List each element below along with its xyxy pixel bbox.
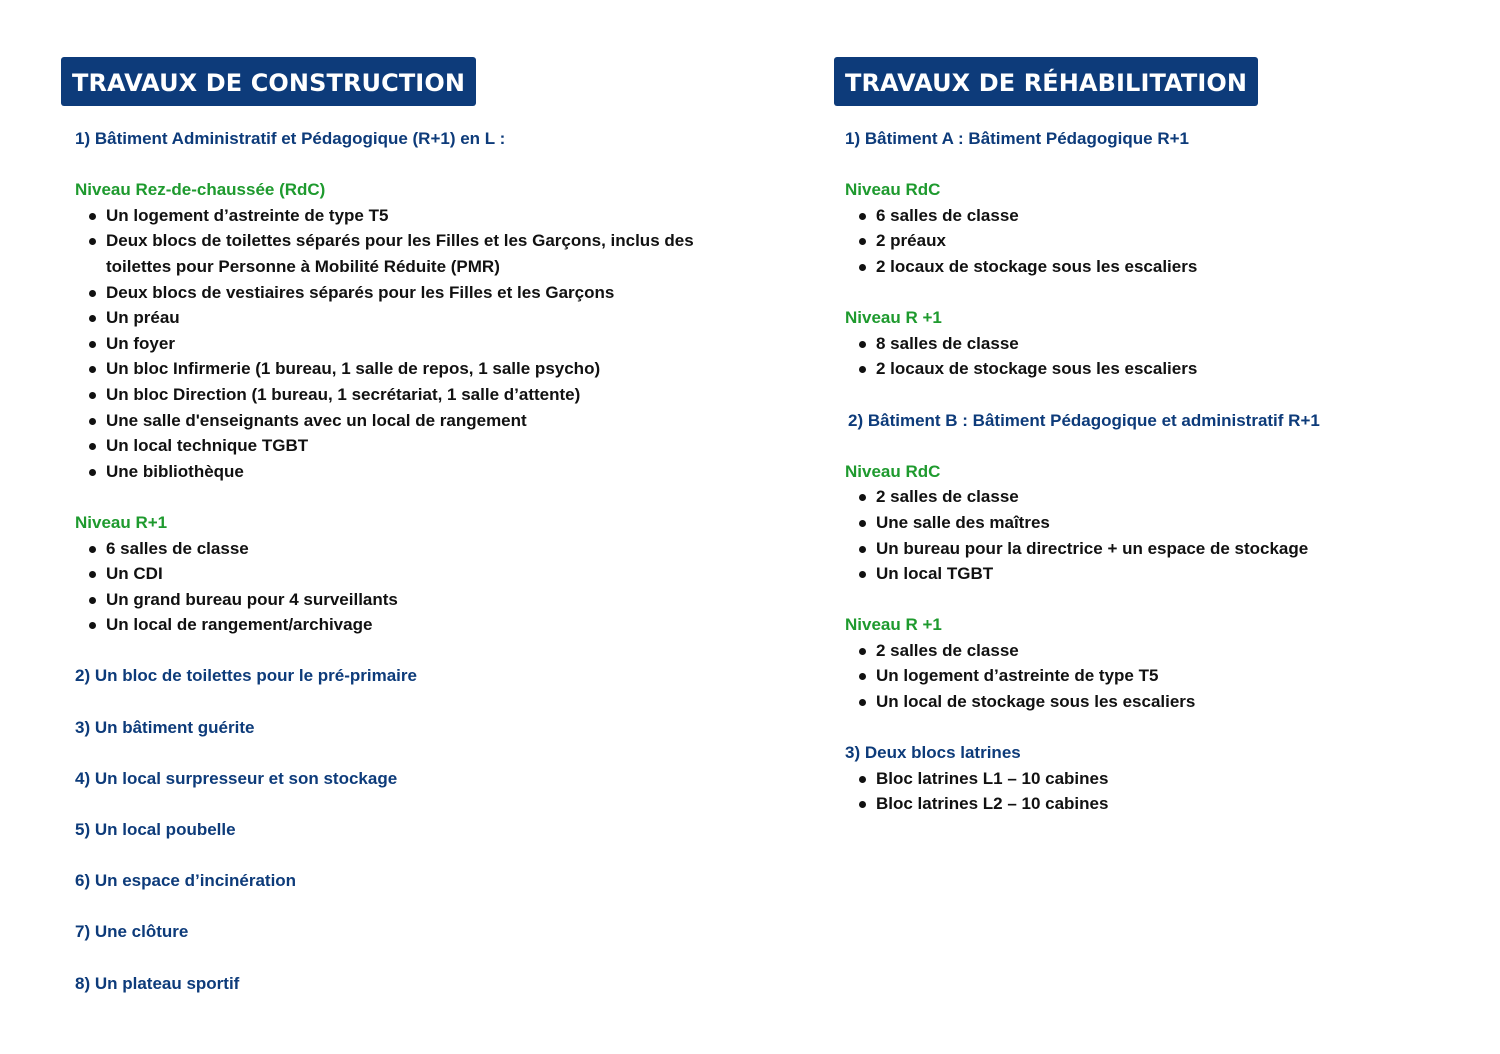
- section-batiment-a: [845, 126, 1474, 152]
- batiment-a-r1-block: [845, 305, 1474, 382]
- level-r1-list: [75, 536, 761, 638]
- list-item: 2 préaux: [845, 228, 1474, 254]
- section-heading: 1) Bâtiment Administratif et Pédagogique (R+1) en L :: [75, 129, 506, 148]
- list-item: 2 salles de classe: [845, 484, 1474, 510]
- latrines-list: [845, 766, 1474, 817]
- list-item: Deux blocs de vestiaires séparés pour les Filles et les Garçons: [75, 280, 761, 306]
- section-heading: 1) Bâtiment A : Bâtiment Pédagogique R+1: [845, 129, 1189, 148]
- list-item: Un bloc Direction (1 bureau, 1 secrétariat, 1 salle d’attente): [75, 382, 761, 408]
- level-label: Niveau R +1: [845, 615, 942, 635]
- batiment-a-rdc-block: [845, 177, 1474, 279]
- section-heading-incineration: 6) Un espace d’incinération: [75, 871, 297, 891]
- list-item: 8 salles de classe: [845, 331, 1474, 357]
- list-item: Un CDI: [75, 561, 761, 587]
- level-label: Niveau R +1: [845, 308, 942, 328]
- list-item: 2 salles de classe: [845, 638, 1474, 664]
- list-item: Un foyer: [75, 331, 761, 357]
- level-label: Niveau R+1: [75, 512, 168, 532]
- construction-content: [61, 126, 761, 996]
- batiment-b-rdc-block: [845, 459, 1474, 587]
- section-heading-plateau: 8) Un plateau sportif: [75, 973, 240, 993]
- section-batiment-b: [845, 408, 1474, 434]
- section-heading: 2) Bâtiment B : Bâtiment Pédagogique et administratif R+1: [848, 410, 1320, 430]
- list-item: 6 salles de classe: [75, 536, 761, 562]
- list-item: Une bibliothèque: [75, 459, 761, 485]
- batiment-a-r1-list: [845, 331, 1474, 382]
- list-item: Un préau: [75, 305, 761, 331]
- list-item: 6 salles de classe: [845, 203, 1474, 229]
- section-heading-surpresseur: 4) Un local surpresseur et son stockage: [75, 768, 398, 788]
- level-r1-block: [75, 510, 761, 638]
- list-item: Un grand bureau pour 4 surveillants: [75, 587, 761, 613]
- batiment-a-rdc-list: [845, 203, 1474, 280]
- list-item: Un local de stockage sous les escaliers: [845, 689, 1474, 715]
- section-heading-cloture: 7) Une clôture: [75, 922, 189, 942]
- list-item: Deux blocs de toilettes séparés pour les Filles et les Garçons, inclus des toilettes pour Personne à Mobilité Réduite (PMR): [75, 228, 761, 279]
- list-item: Un bloc Infirmerie (1 bureau, 1 salle de repos, 1 salle psycho): [75, 356, 761, 382]
- list-item: Bloc latrines L2 – 10 cabines: [845, 791, 1474, 817]
- level-label: Niveau RdC: [845, 461, 941, 481]
- list-item: Un logement d’astreinte de type T5: [75, 203, 761, 229]
- list-item: Un local technique TGBT: [75, 433, 761, 459]
- list-item: Une salle des maîtres: [845, 510, 1474, 536]
- list-item: Un local TGBT: [845, 561, 1474, 587]
- batiment-b-r1-list: [845, 638, 1474, 715]
- level-rdc-list: [75, 203, 761, 485]
- list-item: Bloc latrines L1 – 10 cabines: [845, 766, 1474, 792]
- section-heading: 3) Deux blocs latrines: [845, 743, 1021, 763]
- section-batiment-admin: [75, 126, 761, 152]
- rehabilitation-title: TRAVAUX DE RÉHABILITATION: [834, 57, 1258, 106]
- list-item: Un bureau pour la directrice + un espace de stockage: [845, 536, 1474, 562]
- batiment-b-r1-block: [845, 612, 1474, 714]
- list-item: 2 locaux de stockage sous les escaliers: [845, 254, 1474, 280]
- latrines-block: [845, 740, 1474, 817]
- level-rdc-block: [75, 177, 761, 484]
- construction-column: [61, 57, 761, 996]
- list-item: Un local de rangement/archivage: [75, 612, 761, 638]
- rehabilitation-column: [834, 57, 1474, 817]
- rehabilitation-content: [834, 126, 1474, 817]
- level-label: Niveau RdC: [845, 180, 941, 200]
- section-heading-guerite: 3) Un bâtiment guérite: [75, 717, 255, 737]
- section-heading-toilettes: 2) Un bloc de toilettes pour le pré-primaire: [75, 666, 417, 686]
- batiment-b-rdc-list: [845, 484, 1474, 586]
- list-item: Un logement d’astreinte de type T5: [845, 663, 1474, 689]
- construction-title: TRAVAUX DE CONSTRUCTION: [61, 57, 476, 106]
- level-label: Niveau Rez-de-chaussée (RdC): [75, 180, 326, 200]
- section-heading-poubelle: 5) Un local poubelle: [75, 820, 236, 840]
- list-item: Une salle d'enseignants avec un local de rangement: [75, 408, 761, 434]
- list-item: 2 locaux de stockage sous les escaliers: [845, 356, 1474, 382]
